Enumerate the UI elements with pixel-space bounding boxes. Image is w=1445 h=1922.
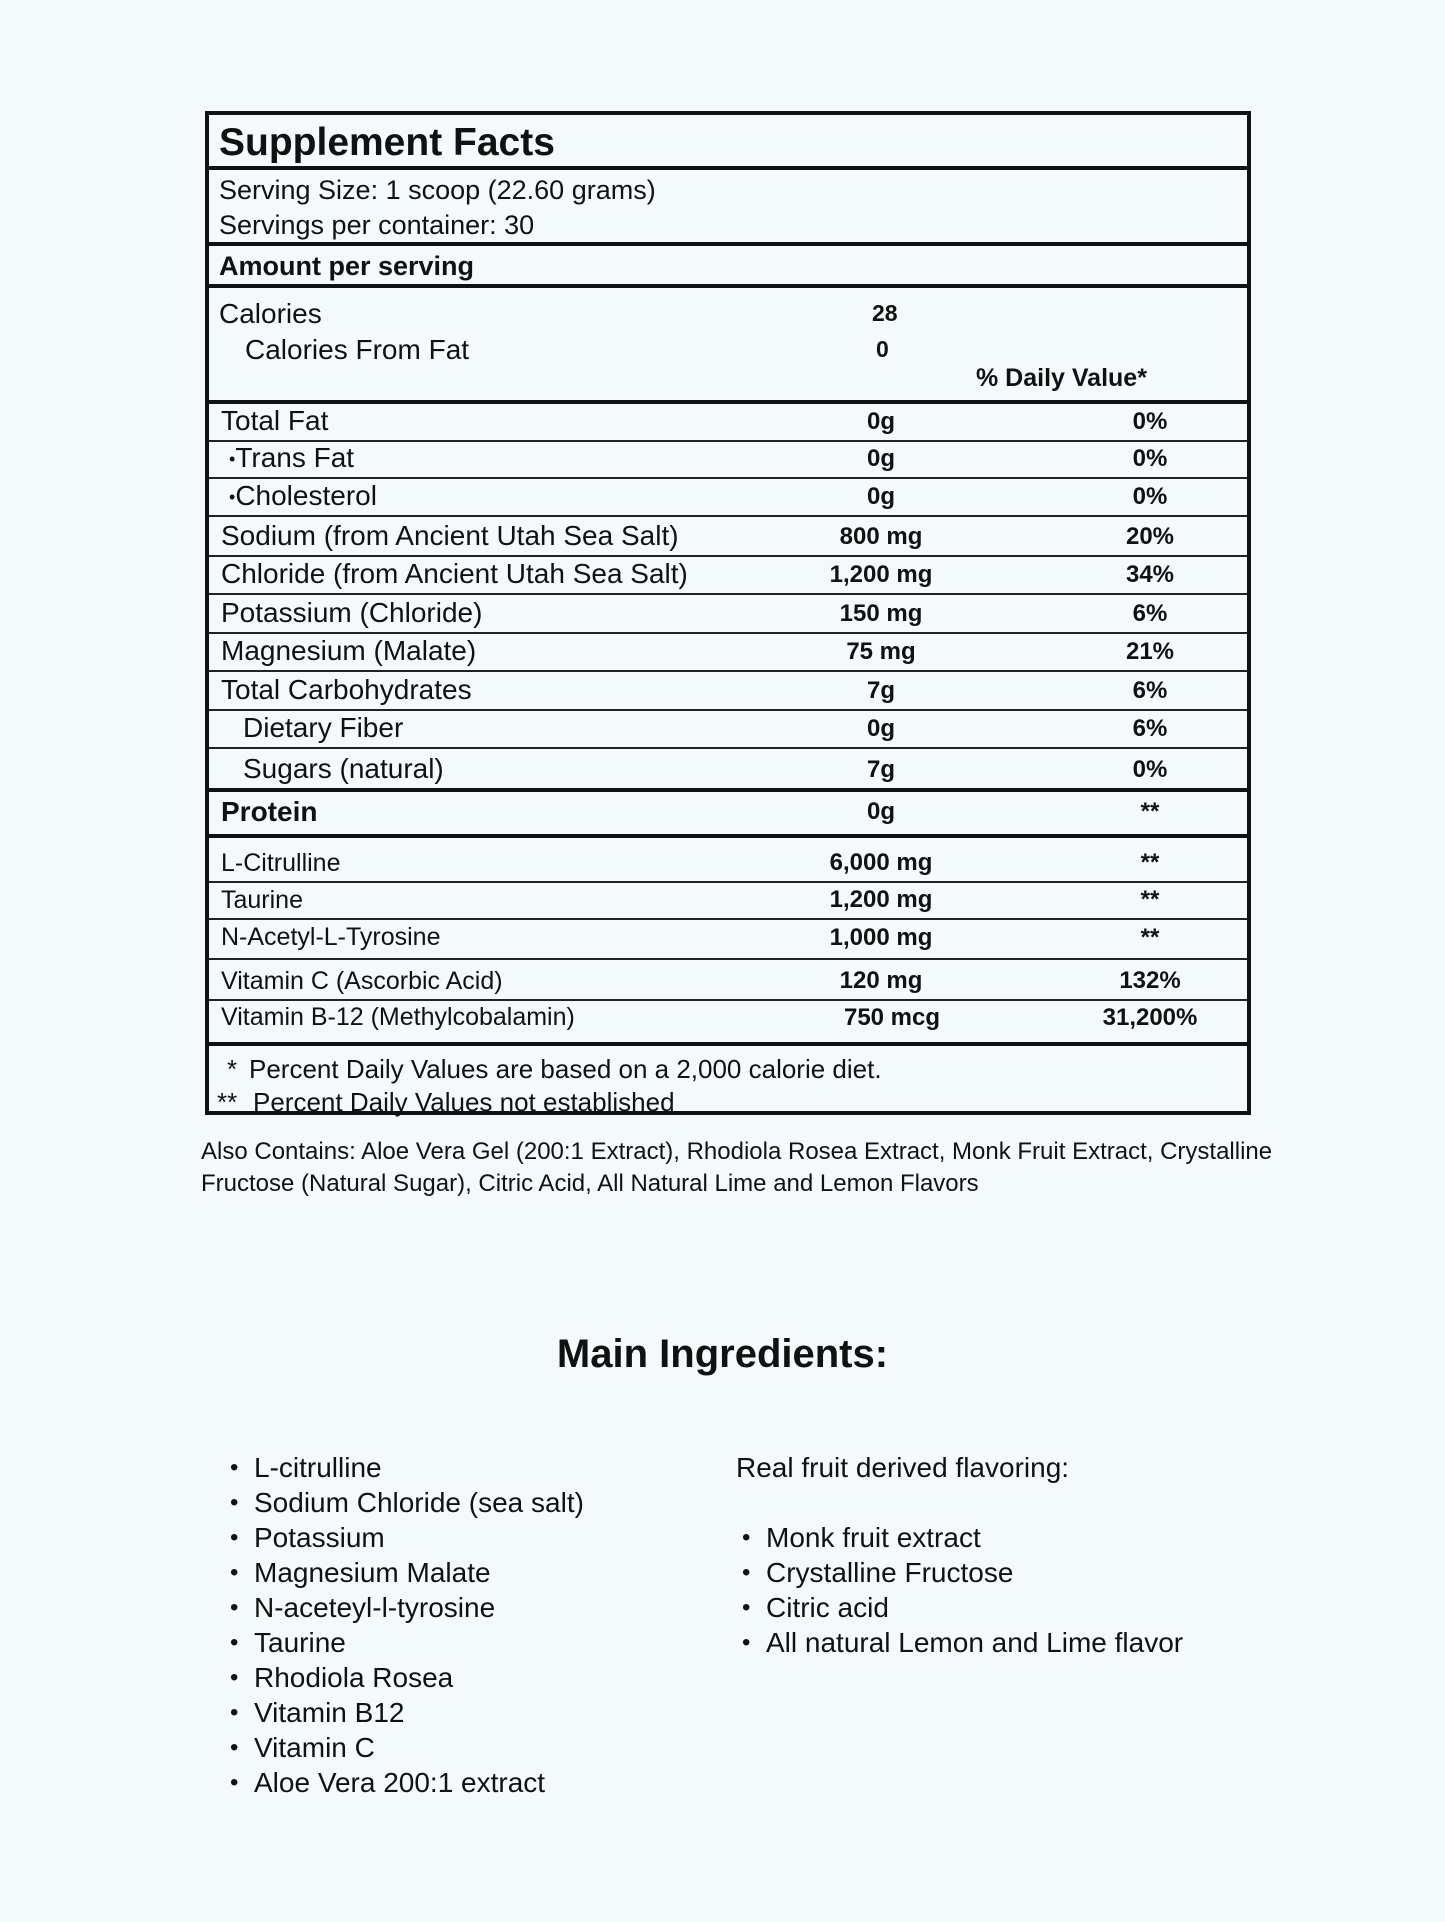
bullet: • [742, 1524, 751, 1551]
nutrient-row-trans-fat [209, 442, 1247, 479]
list-item [740, 1555, 1183, 1590]
nutrient-amount: 1,000 mg [829, 924, 933, 951]
nutrient-daily-value: 0% [1132, 408, 1168, 435]
list-item-text: All natural Lemon and Lime flavor [766, 1627, 1184, 1658]
nutrient-row-chloride [209, 557, 1247, 595]
bullet: • [230, 1524, 239, 1551]
nutrient-label: Taurine [221, 886, 303, 914]
nutrient-row-total-fat [209, 404, 1247, 442]
list-item [228, 1520, 584, 1555]
nutrient-label: Potassium (Chloride) [221, 597, 483, 628]
footnote-2: Percent Daily Values not established [253, 1087, 675, 1117]
bullet: • [742, 1559, 751, 1586]
nutrient-label: Chloride (from Ancient Utah Sea Salt) [221, 558, 688, 589]
footnote-1: Percent Daily Values are based on a 2,000 calorie diet. [249, 1054, 882, 1084]
nutrient-amount: 75 mg [846, 638, 916, 665]
nutrient-daily-value: ** [1140, 924, 1160, 951]
list-item-text: Rhodiola Rosea [254, 1662, 454, 1693]
nutrient-daily-value: 0% [1132, 483, 1168, 510]
bullet: • [230, 1454, 239, 1481]
nutrient-daily-value: 6% [1132, 600, 1168, 627]
nutrient-amount: 7g [867, 756, 896, 783]
facts-title: Supplement Facts [209, 115, 1247, 170]
nutrient-row-magnesium [209, 634, 1247, 672]
list-item-text: Taurine [254, 1627, 346, 1658]
footnotes [209, 1046, 1247, 1117]
nutrient-amount: 150 mg [839, 600, 923, 627]
nutrient-daily-value: 6% [1132, 677, 1168, 704]
nutrient-daily-value: 31,200% [1102, 1004, 1198, 1031]
nutrient-label-text: Trans Fat [235, 442, 355, 473]
nutrient-label: Dietary Fiber [243, 712, 404, 743]
nutrient-label [229, 480, 377, 512]
daily-value-header: % Daily Value* [976, 364, 1147, 392]
nutrient-label: Vitamin C (Ascorbic Acid) [221, 967, 503, 995]
nutrient-label [229, 442, 354, 474]
also-contains: Also Contains: Aloe Vera Gel (200:1 Extract), Rhodiola Rosea Extract, Monk Fruit Extract, Crystalline Fructose (Natural Sugar), Citric Acid, All Natural Lime and Lemon Flavors [201, 1138, 1273, 1197]
list-item [740, 1590, 1183, 1625]
list-item [228, 1625, 584, 1660]
nutrient-row-vitamin-c [209, 960, 1247, 1001]
nutrient-daily-value: 6% [1132, 715, 1168, 742]
nutrient-daily-value: 20% [1125, 523, 1175, 550]
bullet: • [230, 1594, 239, 1621]
list-item [228, 1730, 584, 1765]
nutrient-row-total-carbohydrates [209, 672, 1247, 711]
nutrient-amount: 0g [867, 715, 896, 742]
list-item-text: N-aceteyl-l-tyrosine [254, 1592, 496, 1623]
nutrient-row-n-acetyl-l-tyrosine [209, 920, 1247, 960]
nutrient-row-sodium [209, 517, 1247, 557]
nutrient-amount: 120 mg [839, 967, 923, 994]
calories-label: Calories [219, 298, 322, 329]
list-item-text: Sodium Chloride (sea salt) [254, 1487, 584, 1518]
list-item [228, 1765, 584, 1800]
list-item [228, 1590, 584, 1625]
serving-info [209, 170, 1247, 246]
nutrient-label: Total Fat [221, 405, 329, 436]
nutrient-row-sugars [209, 749, 1247, 792]
nutrient-row-taurine [209, 883, 1247, 920]
nutrient-daily-value: 0% [1132, 445, 1168, 472]
nutrient-label: L-Citrulline [221, 849, 341, 877]
nutrient-daily-value: ** [1140, 886, 1160, 913]
bullet: • [229, 449, 236, 470]
list-item-text: Citric acid [766, 1592, 889, 1623]
nutrient-amount: 6,000 mg [829, 849, 933, 876]
amount-per-serving-header: Amount per serving [209, 246, 1247, 288]
nutrient-amount: 7g [867, 677, 896, 704]
nutrient-daily-value: 34% [1125, 561, 1175, 588]
list-item-text: Magnesium Malate [254, 1557, 491, 1588]
serving-size: Serving Size: 1 scoop (22.60 grams) [219, 175, 656, 205]
nutrient-label: Magnesium (Malate) [221, 635, 477, 666]
nutrient-label-text: Cholesterol [235, 480, 377, 511]
nutrient-row-protein [209, 792, 1247, 838]
bullet: • [230, 1699, 239, 1726]
flavoring-list [740, 1520, 1183, 1660]
list-item [228, 1450, 584, 1485]
list-item-text: Vitamin B12 [254, 1697, 405, 1728]
bullet: • [742, 1629, 751, 1656]
nutrient-row-l-citrulline [209, 838, 1247, 883]
nutrient-amount: 0g [867, 408, 896, 435]
calories-block [209, 288, 1247, 404]
nutrient-amount: 0g [867, 483, 896, 510]
list-item [228, 1485, 584, 1520]
bullet: • [230, 1664, 239, 1691]
list-item-text: Crystalline Fructose [766, 1557, 1014, 1588]
nutrient-daily-value: ** [1140, 849, 1160, 876]
list-item [228, 1555, 584, 1590]
nutrient-amount: 0g [867, 445, 896, 472]
list-item [228, 1695, 584, 1730]
bullet: • [230, 1559, 239, 1586]
flavoring-heading: Real fruit derived flavoring: [736, 1452, 1070, 1483]
list-item-text: Vitamin C [254, 1732, 375, 1763]
servings-per-container: Servings per container: 30 [219, 210, 535, 240]
bullet: • [230, 1734, 239, 1761]
nutrient-label: Sugars (natural) [243, 753, 444, 784]
list-item [740, 1520, 1183, 1555]
nutrient-amount: 800 mg [839, 523, 923, 550]
list-item-text: Potassium [254, 1522, 385, 1553]
bullet: • [230, 1489, 239, 1516]
list-item [740, 1625, 1183, 1660]
nutrient-label: Total Carbohydrates [221, 674, 472, 705]
supplement-facts-panel [205, 111, 1251, 1115]
nutrient-daily-value: 21% [1125, 638, 1175, 665]
bullet: • [230, 1629, 239, 1656]
nutrient-daily-value: 0% [1132, 756, 1168, 783]
nutrient-row-cholesterol [209, 479, 1247, 517]
list-item-text: Aloe Vera 200:1 extract [254, 1767, 546, 1798]
main-ingredients-title: Main Ingredients: [556, 1332, 889, 1376]
nutrient-row-vitamin-b12 [209, 1001, 1247, 1046]
footnote-1-mark: * [227, 1054, 238, 1084]
nutrient-daily-value: 132% [1119, 967, 1181, 994]
calories-from-fat-label: Calories From Fat [245, 334, 470, 365]
nutrient-amount: 0g [867, 798, 896, 825]
main-ingredients-list [228, 1450, 584, 1800]
calories-value: 28 [872, 300, 898, 326]
nutrient-label: Vitamin B-12 (Methylcobalamin) [221, 1003, 575, 1031]
nutrient-row-potassium [209, 595, 1247, 634]
nutrient-label: Sodium (from Ancient Utah Sea Salt) [221, 520, 679, 551]
bullet: • [229, 487, 236, 508]
nutrient-amount: 750 mcg [843, 1004, 941, 1031]
bullet: • [742, 1594, 751, 1621]
list-item [228, 1660, 584, 1695]
nutrient-amount: 1,200 mg [829, 561, 933, 588]
nutrient-label: Protein [221, 796, 318, 827]
nutrient-label: N-Acetyl-L-Tyrosine [221, 923, 441, 951]
nutrient-row-dietary-fiber [209, 711, 1247, 749]
nutrient-amount: 1,200 mg [829, 886, 933, 913]
calories-from-fat-value: 0 [876, 336, 889, 362]
bullet: • [230, 1769, 239, 1796]
nutrient-daily-value: ** [1140, 798, 1160, 825]
list-item-text: Monk fruit extract [766, 1522, 981, 1553]
list-item-text: L-citrulline [254, 1452, 382, 1483]
footnote-2-mark: ** [217, 1087, 238, 1117]
